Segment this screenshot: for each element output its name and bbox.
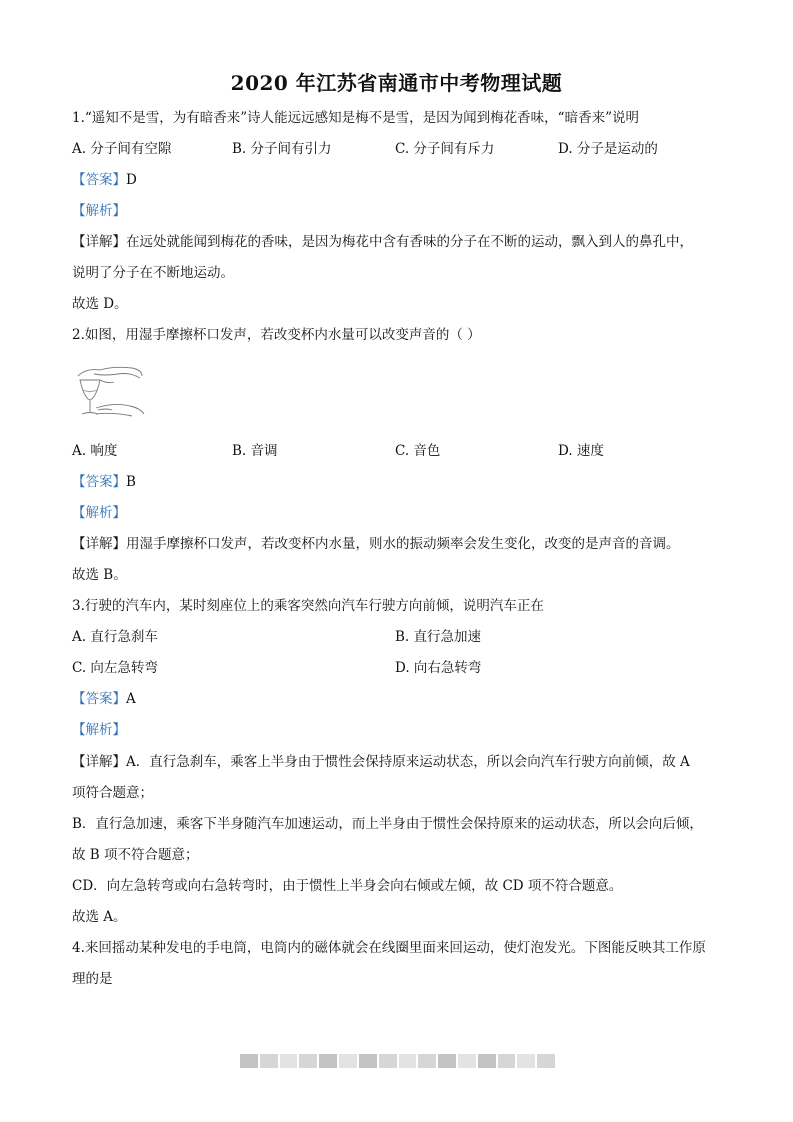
q2-conclusion: 故选 B。 [72,567,127,583]
q3-conclusion: 故选 A。 [72,909,127,925]
q1-conclusion: 故选 D。 [72,296,128,312]
question-1-stem: 1.“遥知不是雪，为有暗香来”诗人能远远感知是梅不是雪，是因为闻到梅花香味，“暗香来”说明 [72,110,639,126]
detail-text: 用湿手摩擦杯口发声，若改变杯内水量，则水的振动频率会发生变化，改变的是声音的音调。 [126,536,680,552]
q2-option-b: B. 音调 [232,443,278,459]
q1-option-b: B. 分子间有引力 [232,141,332,157]
q2-detail-1 [72,534,680,554]
q3-option-a: A. 直行急刹车 [72,629,158,645]
q3-detail-2: 项符合题意； [72,785,153,801]
q3-answer [72,689,136,709]
q3-detail-5: CD．向左急转弯或向右急转弯时，由于惯性上半身会向右倾或左倾，故 CD 项不符合题意。 [72,878,623,894]
glass-illustration [74,362,146,424]
page-title: 2020 年江苏省南通市中考物理试题 [230,71,563,95]
detail-text: 在远处就能闻到梅花的香味，是因为梅花中含有香味的分子在不断的运动，飘入到人的鼻孔中， [126,234,693,250]
q2-option-c: C. 音色 [395,443,441,459]
q3-detail-3: B．直行急加速，乘客下半身随汽车加速运动，而上半身由于惯性会保持原来的运动状态，所以会向后倾， [72,816,703,832]
answer-tag: 【答案】 [72,474,126,490]
question-4-stem-1: 4.来回摇动某种发电的手电筒，电筒内的磁体就会在线圈里面来回运动，使灯泡发光。下图能反映其工作原 [72,940,706,956]
q1-option-c: C. 分子间有斥力 [395,141,495,157]
question-2-stem: 2.如图，用湿手摩擦杯口发声，若改变杯内水量可以改变声音的（ ） [72,327,481,343]
q2-option-d: D. 速度 [558,443,604,459]
q2-answer [72,472,136,492]
detail-tag: 【详解】 [72,536,126,552]
answer-value: B [126,474,136,490]
q3-detail-1 [72,752,690,772]
q1-analysis-tag: 【解析】 [72,203,126,219]
q1-option-d: D. 分子是运动的 [558,141,658,157]
question-4-stem-2: 理的是 [72,971,113,987]
answer-tag: 【答案】 [72,691,126,707]
detail-tag: 【详解】 [72,234,126,250]
q3-option-c: C. 向左急转弯 [72,660,158,676]
q1-answer [72,170,137,190]
answer-value: A [126,691,136,707]
detail-text: A．直行急刹车，乘客上半身由于惯性会保持原来运动状态，所以会向汽车行驶方向前倾，故 A [126,754,690,770]
answer-value: D [126,172,137,188]
q2-option-a: A. 响度 [72,443,118,459]
q3-detail-4: 故 B 项不符合题意； [72,847,199,863]
answer-tag: 【答案】 [72,172,126,188]
q1-detail-1 [72,232,693,252]
question-3-stem: 3.行驶的汽车内，某时刻座位上的乘客突然向汽车行驶方向前倾，说明汽车正在 [72,598,544,614]
q3-option-d: D. 向右急转弯 [395,660,482,676]
q3-analysis-tag: 【解析】 [72,722,126,738]
q3-option-b: B. 直行急加速 [395,629,482,645]
q2-analysis-tag: 【解析】 [72,505,126,521]
wet-hand-rubbing-glass-figure [74,362,146,424]
detail-tag: 【详解】 [72,754,126,770]
blurred-watermark [240,1054,555,1068]
q1-detail-2: 说明了分子在不断地运动。 [72,265,234,281]
q1-option-a: A. 分子间有空隙 [72,141,172,157]
